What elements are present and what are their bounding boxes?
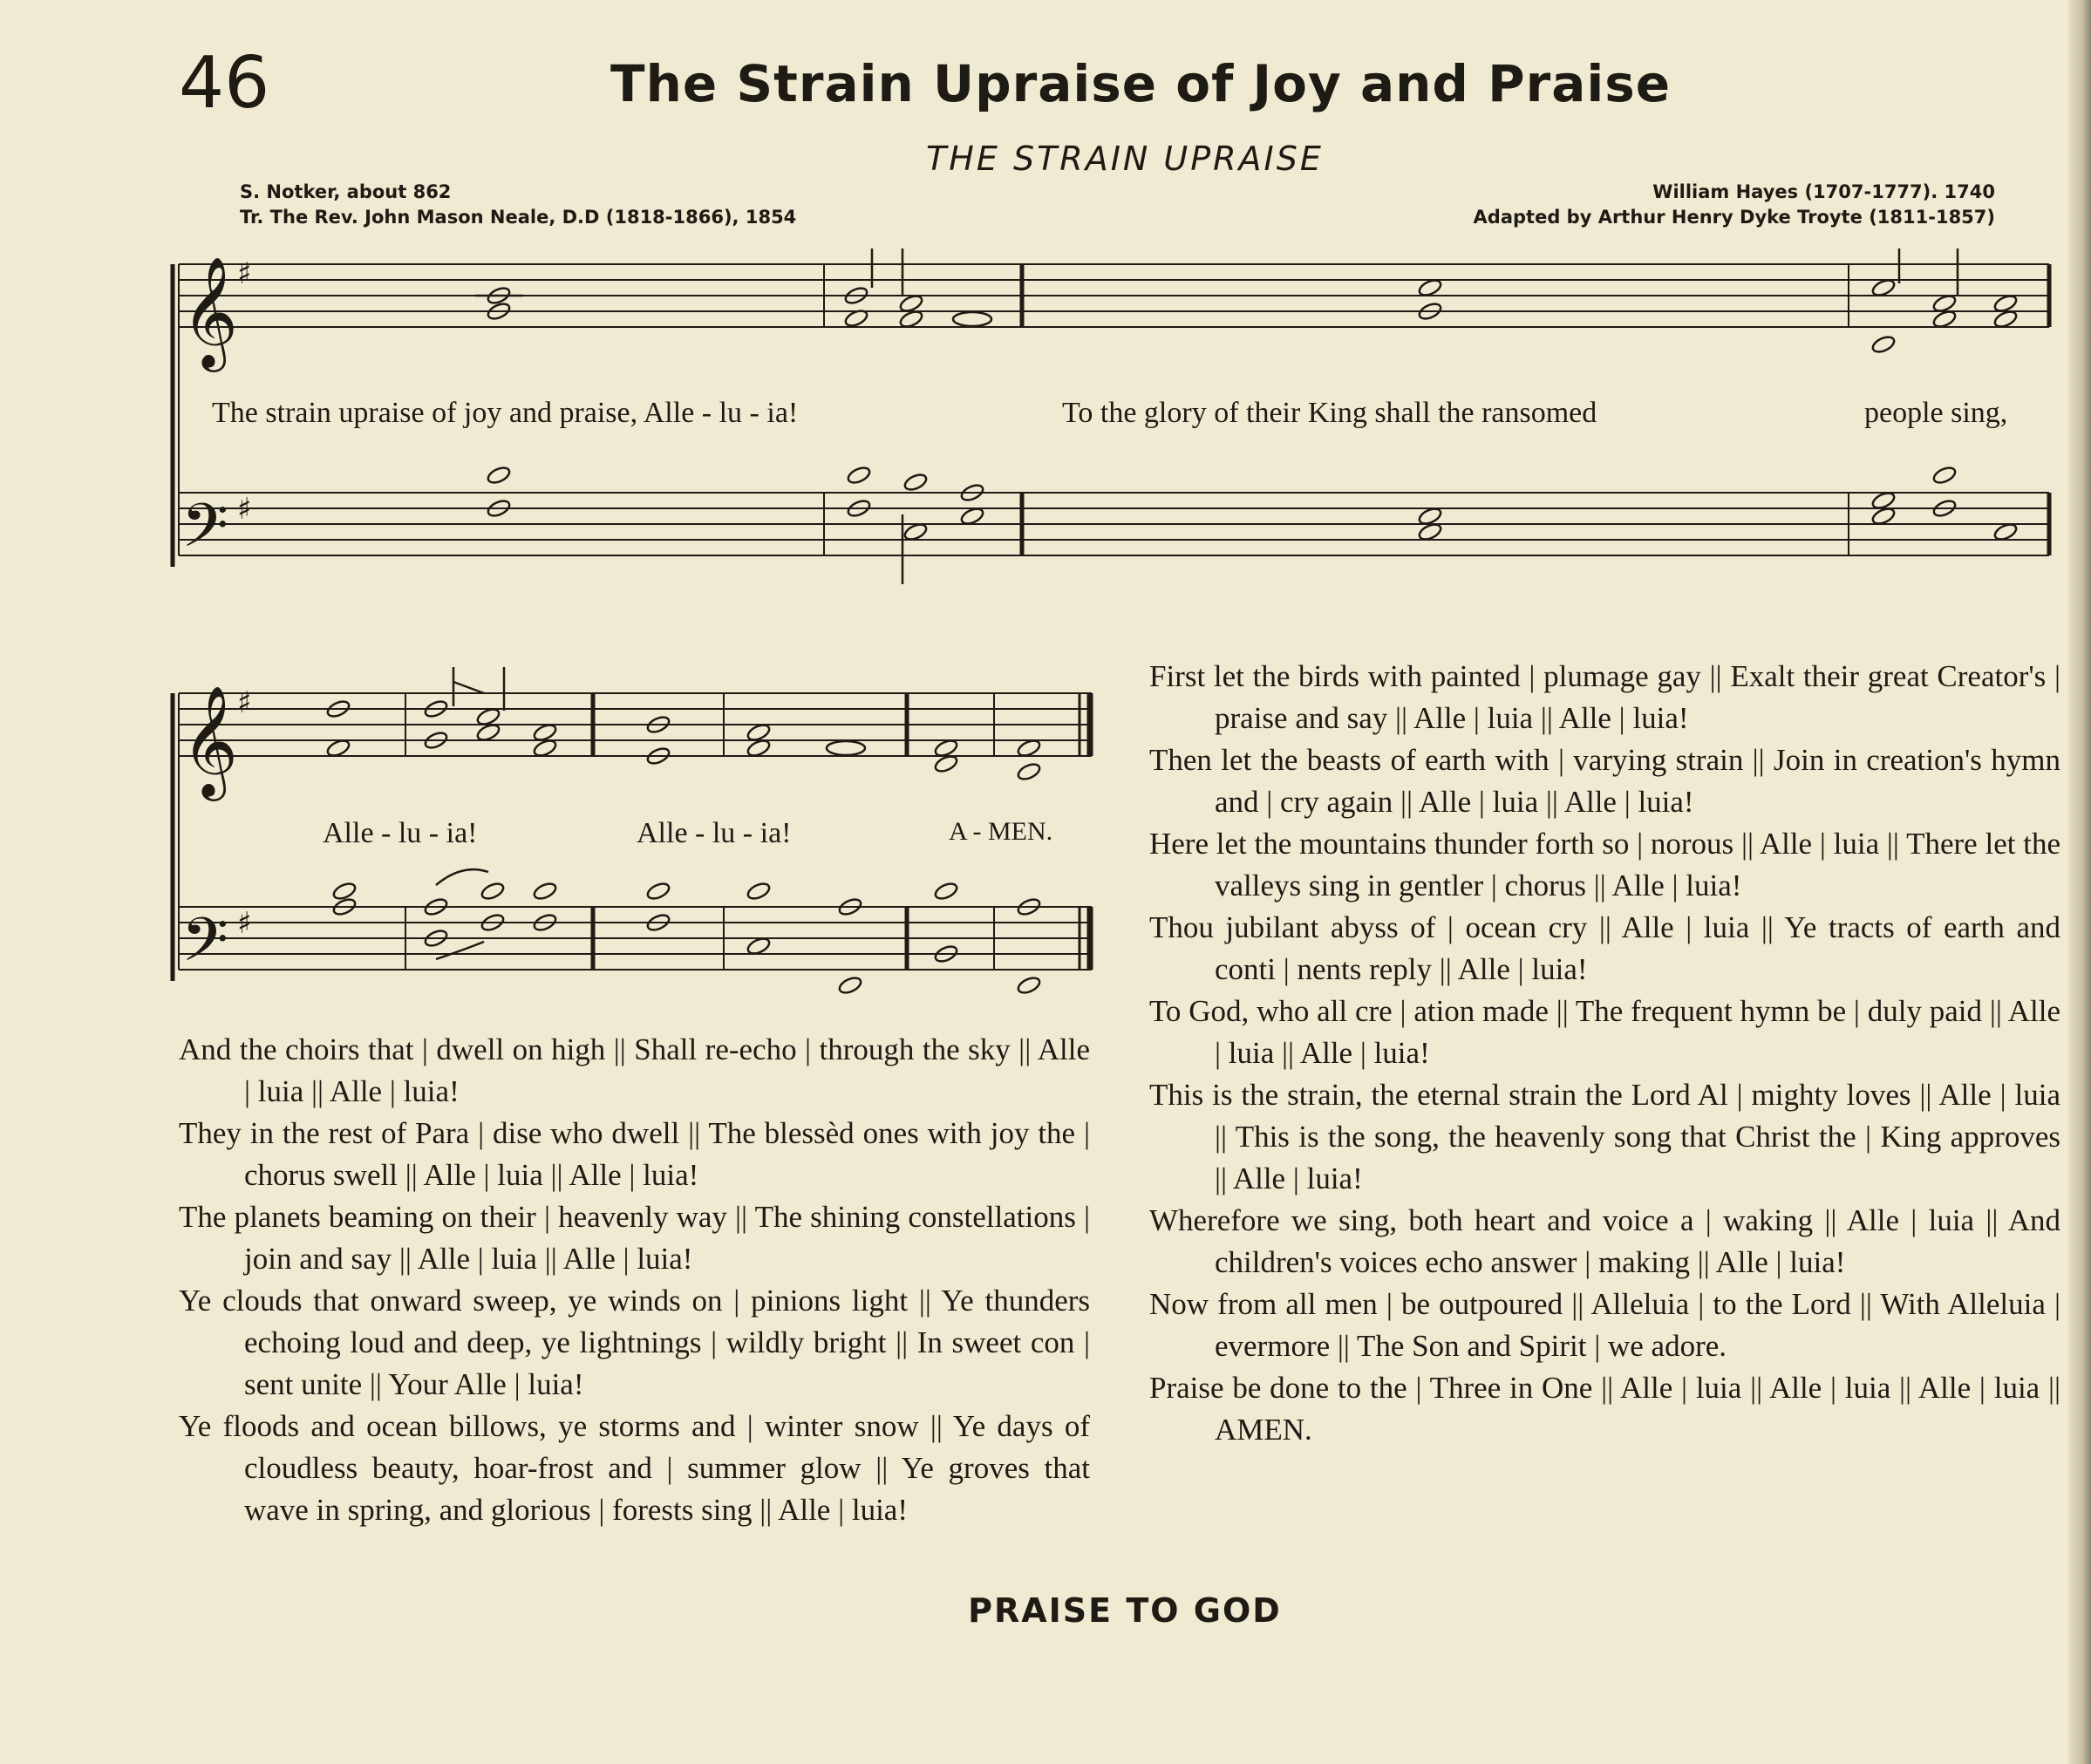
sharp-icon: ♯ xyxy=(237,256,252,291)
lyric-line: A - MEN. xyxy=(949,817,1053,846)
system1-treble-staff xyxy=(179,264,2049,327)
translator-credit: Tr. The Rev. John Mason Neale, D.D (1818-1866), 1854 xyxy=(240,207,797,228)
bass-clef-icon: 𝄢 xyxy=(181,904,229,990)
treble-clef-icon: 𝄞 xyxy=(181,684,239,796)
verse-stanza: Here let the mountains thunder forth so | norous || Alle | luia || There let the valleys sing in gentler | chorus || Alle | luia! xyxy=(1149,827,2060,902)
verse-stanza: And the choirs that | dwell on high || Shall re-echo | through the sky || Alle | luia || Alle | luia! xyxy=(179,1032,1090,1108)
page-number: 46 xyxy=(179,42,270,125)
lyric-line: Alle - lu - ia! xyxy=(637,817,792,849)
system1-bass-staff xyxy=(179,493,2049,555)
treble-clef-icon: 𝄞 xyxy=(181,255,239,367)
verse-stanza: Ye clouds that onward sweep, ye winds on | pinions light || Ye thunders echoing loud and deep, ye lightnings | wildly bright || In sweet con | sent unite || Your Alle | luia! xyxy=(179,1284,1090,1401)
tune-name: THE STRAIN UPRAISE xyxy=(926,140,1324,178)
next-hymn-heading: PRAISE TO GOD xyxy=(968,1591,1282,1630)
verse-stanza: To God, who all cre | ation made || The frequent hymn be | duly paid || Alle | luia || Alle | luia! xyxy=(1149,994,2060,1070)
verse-stanza: They in the rest of Para | dise who dwell || The blessèd ones with joy the | chorus swell || Alle | luia || Alle | luia! xyxy=(179,1116,1090,1192)
hymn-title: The Strain Upraise of Joy and Praise xyxy=(610,54,1672,113)
lyric-line: The strain upraise of joy and praise, Alle - lu - ia! xyxy=(212,397,799,429)
verses-left-column xyxy=(179,1029,1090,1531)
verse-stanza: Then let the beasts of earth with | varying strain || Join in creation's hymn and | cry again || Alle | luia || Alle | luia! xyxy=(1149,743,2060,819)
bass-clef-icon: 𝄢 xyxy=(181,490,229,576)
lyric-line: people sing, xyxy=(1864,397,2008,429)
lyric-line: Alle - lu - ia! xyxy=(323,817,478,849)
system2-bass-staff xyxy=(179,907,1092,970)
sharp-icon: ♯ xyxy=(237,906,252,941)
verses-right-column xyxy=(1149,656,2060,1451)
composer-credit: William Hayes (1707-1777). 1740 xyxy=(1652,181,1995,202)
author-credit: S. Notker, about 862 xyxy=(240,181,452,202)
sharp-icon: ♯ xyxy=(237,685,252,720)
sharp-icon: ♯ xyxy=(237,492,252,527)
verse-stanza: First let the birds with painted | plumage gay || Exalt their great Creator's | praise and say || Alle | luia || Alle | luia! xyxy=(1149,659,2060,735)
system2-treble-staff xyxy=(179,693,1092,756)
verse-stanza: Wherefore we sing, both heart and voice a | waking || Alle | luia || And children's voices echo answer | making || Alle | luia! xyxy=(1149,1203,2060,1279)
arranger-credit: Adapted by Arthur Henry Dyke Troyte (1811-1857) xyxy=(1473,207,1995,228)
verse-stanza: The planets beaming on their | heavenly way || The shining constellations | join and say || Alle | luia || Alle | luia! xyxy=(179,1200,1090,1276)
verse-stanza: Praise be done to the | Three in One || Alle | luia || Alle | luia || Alle | luia || AMEN. xyxy=(1149,1371,2060,1447)
verse-stanza: This is the strain, the eternal strain the Lord Al | mighty loves || Alle | luia || This is the song, the heavenly song that Christ the | King approves || Alle | luia! xyxy=(1149,1078,2060,1195)
lyric-line: To the glory of their King shall the ransomed xyxy=(1062,397,1597,429)
verse-stanza: Now from all men | be outpoured || Alleluia | to the Lord || With Alleluia | evermore || The Son and Spirit | we adore. xyxy=(1149,1287,2060,1363)
verse-stanza: Ye floods and ocean billows, ye storms and | winter snow || Ye days of cloudless beauty, hoar-frost and | summer glow || Ye groves that wave in spring, and glorious | forests sing || Alle | luia! xyxy=(179,1409,1090,1527)
verse-stanza: Thou jubilant abyss of | ocean cry || Alle | luia || Ye tracts of earth and conti | nents reply || Alle | luia! xyxy=(1149,910,2060,986)
